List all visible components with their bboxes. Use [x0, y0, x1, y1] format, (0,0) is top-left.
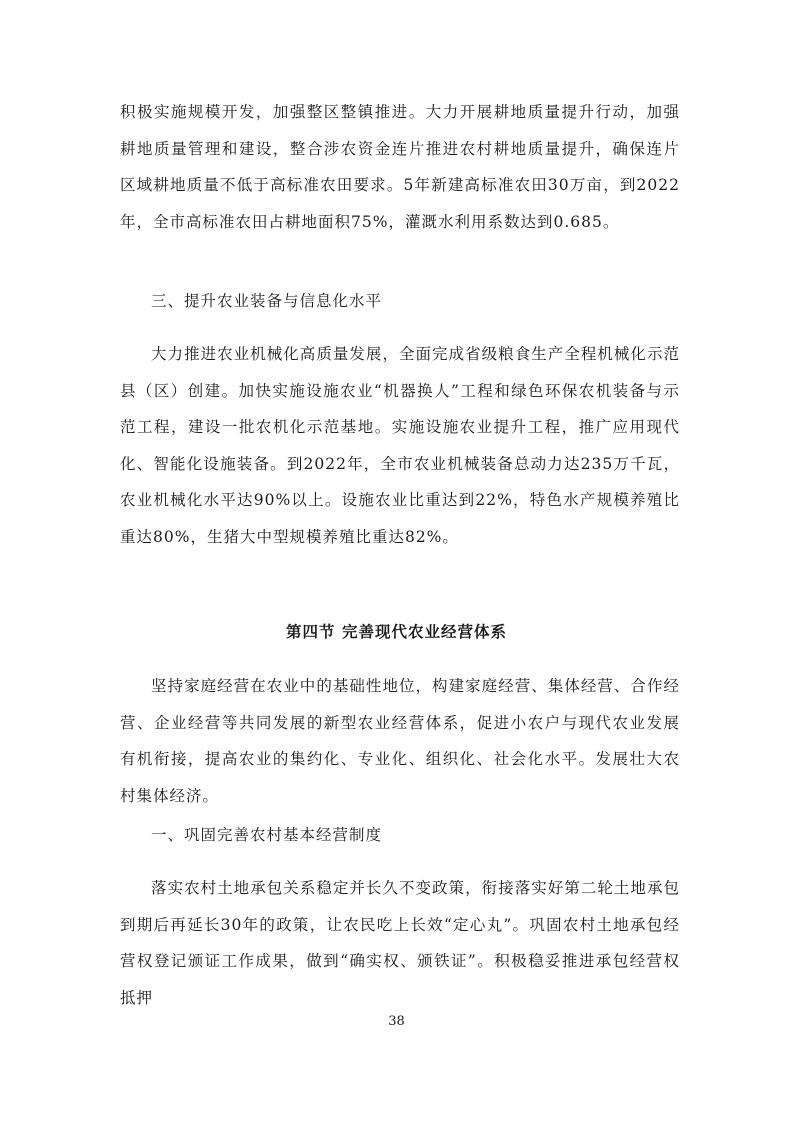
page-number: 38 [388, 1014, 405, 1029]
paragraph-farmland-quality: 积极实施规模开发，加强整区整镇推进。大力开展耕地质量提升行动，加强耕地质量管理和建设，整合涉农资金连片推进农村耕地质量提升，确保连片区域耕地质量不低于高标准农田要求。5年新建高标准农田30万亩，到2022年，全市高标准农田占耕地面积75%，灌溉水利用系数达到0.685。 [120, 103, 680, 231]
section-title: 第四节 完善现代农业经营体系 [286, 622, 507, 641]
subheading-basic-system: 一、巩固完善农村基本经营制度 [151, 826, 383, 844]
paragraph-mechanization: 大力推进农业机械化高质量发展，全面完成省级粮食生产全程机械化示范县（区）创建。加快实施设施农业“机器换人”工程和绿色环保农机装备与示范工程，建设一批农机化示范基地。实施设施农业提升工程，推广应用现代化、智能化设施装备。到2022年，全市农业机械装备总动力达235万千瓦，农业机械化水平达90%以上。设施农业比重达到22%，特色水产规模养殖比重达80%，生猪大中型规模养殖比重达82%。 [120, 345, 680, 546]
paragraph-land-contract: 落实农村土地承包关系稳定并长久不变政策，衔接落实好第二轮土地承包到期后再延长30年的政策，让农民吃上长效“定心丸”。巩固农村土地承包经营权登记颁证工作成果，做到“确实权、颁铁证”。积极稳妥推进承包经营权抵押 [120, 879, 680, 1007]
paragraph-operation-system: 坚持家庭经营在农业中的基础性地位，构建家庭经营、集体经营、合作经营、企业经营等共同发展的新型农业经营体系，促进小农户与现代农业发展有机衔接，提高农业的集约化、专业化、组织化、社会化水平。发展壮大农村集体经济。 [120, 677, 680, 805]
subheading-agri-equipment: 三、提升农业装备与信息化水平 [151, 292, 383, 310]
